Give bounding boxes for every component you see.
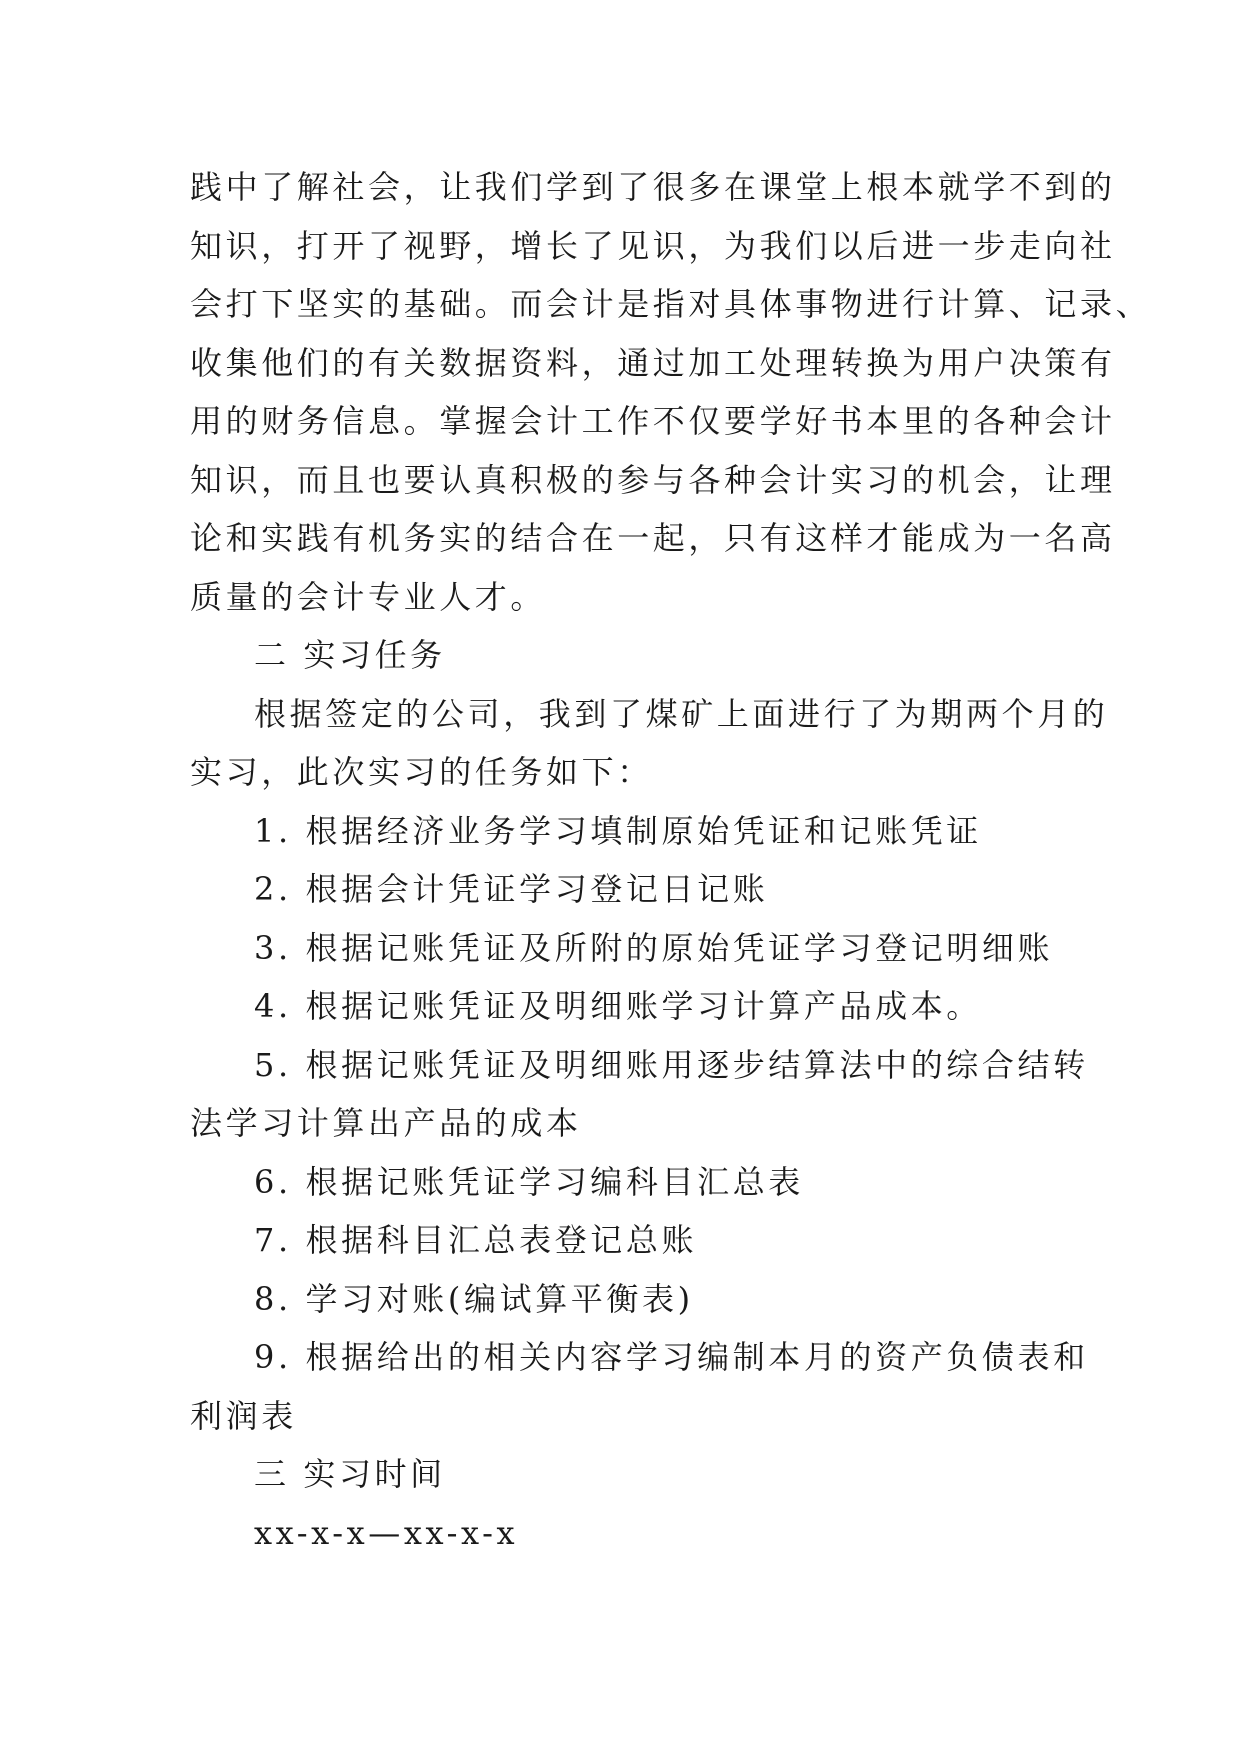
task-item: 3. 根据记账凭证及所附的原始凭证学习登记明细账 <box>254 928 1054 967</box>
task-item: 9. 根据给出的相关内容学习编制本月的资产负债表和 利润表 <box>190 1338 1089 1435</box>
task-item: 2. 根据会计凭证学习登记日记账 <box>254 870 769 908</box>
text-line: 论和实践有机务实的结合在一起，只有这样才能成为一名高 <box>190 519 1116 557</box>
text-line: 质量的会计专业人才。 <box>190 577 547 616</box>
text-line: 知识，打开了视野，增长了见识，为我们以后进一步走向社 <box>190 226 1116 265</box>
section-2-intro <box>190 685 1109 802</box>
text-line: 会打下坚实的基础。而会计是指对具体事物进行计算、记录、 <box>190 285 1152 323</box>
text-line: 根据签定的公司，我到了煤矿上面进行了为期两个月的 <box>254 694 1109 733</box>
text-line: 实习，此次实习的任务如下： <box>190 753 653 791</box>
task-item: 8. 学习对账(编试算平衡表) <box>254 1279 694 1318</box>
task-item: 7. 根据科目汇总表登记总账 <box>254 1221 698 1259</box>
task-item: 1. 根据经济业务学习填制原始凭证和记账凭证 <box>254 811 982 850</box>
text-line: 用的财务信息。掌握会计工作不仅要学好书本里的各种会计 <box>190 402 1116 440</box>
task-item: 4. 根据记账凭证及明细账学习计算产品成本。 <box>254 987 982 1025</box>
section-3-heading: 三 实习时间 <box>254 1455 446 1493</box>
task-item: 6. 根据记账凭证学习编科目汇总表 <box>254 1162 804 1201</box>
intro-paragraph <box>190 158 1152 626</box>
section-2-heading: 二 实习任务 <box>254 636 446 674</box>
internship-period: xx-x-x—xx-x-x <box>254 1513 519 1552</box>
document-body <box>190 158 1152 1562</box>
text-line: 知识，而且也要认真积极的参与各种会计实习的机会，让理 <box>190 460 1116 499</box>
text-line: 收集他们的有关数据资料，通过加工处理转换为用户决策有 <box>190 343 1116 382</box>
task-item: 5. 根据记账凭证及明细账用逐步结算法中的综合结转 法学习计算出产品的成本 <box>190 1045 1089 1142</box>
text-line: 践中了解社会，让我们学到了很多在课堂上根本就学不到的 <box>190 168 1116 206</box>
